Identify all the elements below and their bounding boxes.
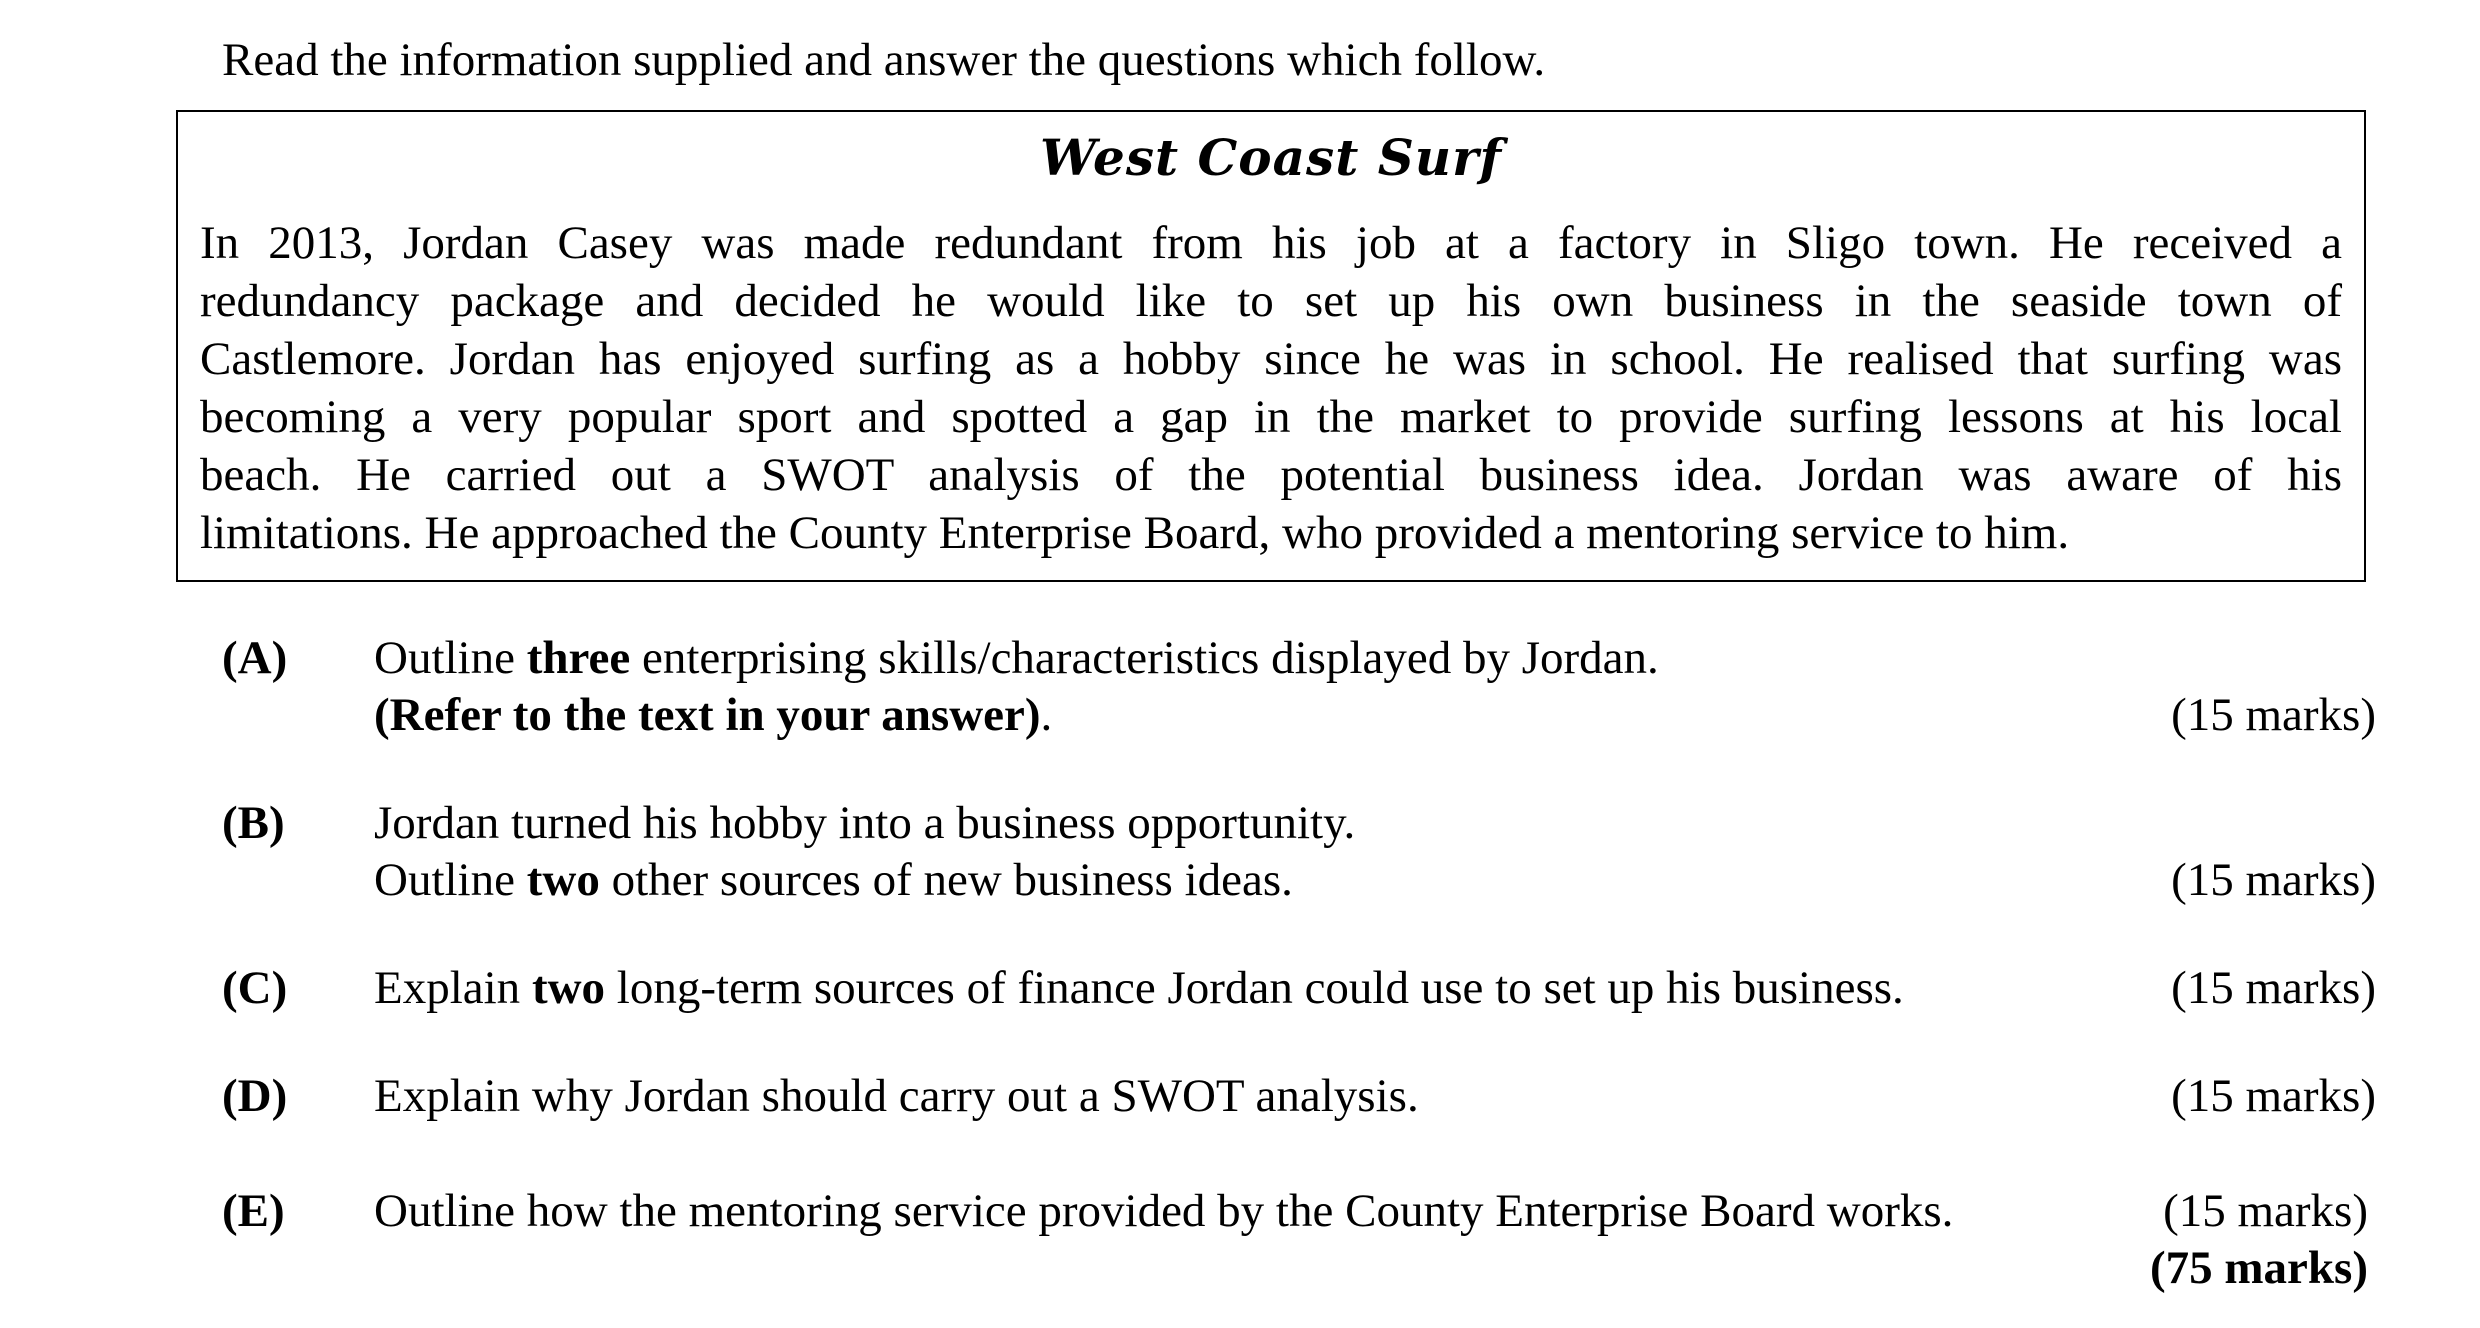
question-a-emphasis: three — [526, 632, 631, 684]
case-study-line: becoming a very popular sport and spotted a gap in the market to provide surfing lessons at his local — [200, 391, 2342, 443]
question-a-line-1 — [374, 630, 1659, 687]
question-c-text: Explain — [374, 962, 532, 1014]
question-b-emphasis: two — [526, 854, 600, 906]
question-e-marks: (15 marks) — [2163, 1185, 2368, 1237]
case-study-line: redundancy package and decided he would like to set up his own business in the seaside town of — [200, 275, 2342, 327]
question-b-line-1: Jordan turned his hobby into a business opportunity. — [374, 797, 1356, 849]
question-a-marks: (15 marks) — [2171, 689, 2376, 741]
instruction-text: Read the information supplied and answer the questions which follow. — [222, 34, 1546, 86]
question-c-emphasis: two — [531, 962, 606, 1014]
question-b-line-2 — [374, 852, 1293, 909]
question-c-marks: (15 marks) — [2171, 962, 2376, 1014]
question-b-letter: (B) — [222, 797, 285, 849]
question-a-text: . — [1040, 689, 1053, 741]
question-a-instruction: (Refer to the text in your answer) — [374, 689, 1041, 741]
case-study-text — [200, 214, 2342, 562]
question-c-text: long-term sources of finance Jordan could use to set up his business. — [605, 962, 1904, 1014]
question-b-text: other sources of new business ideas. — [599, 854, 1293, 906]
question-d-line-1: Explain why Jordan should carry out a SWOT analysis. — [374, 1070, 1419, 1122]
question-a-letter: (A) — [222, 632, 288, 684]
question-b-text: Outline — [374, 854, 527, 906]
case-study-line: In 2013, Jordan Casey was made redundant from his job at a factory in Sligo town. He received a — [200, 217, 2342, 269]
case-study-line: Castlemore. Jordan has enjoyed surfing as a hobby since he was in school. He realised that surfing was — [200, 333, 2342, 385]
question-d-marks: (15 marks) — [2171, 1070, 2376, 1122]
case-study-box — [176, 110, 2366, 582]
question-b-marks: (15 marks) — [2171, 854, 2376, 906]
case-study-line: beach. He carried out a SWOT analysis of the potential business idea. Jordan was aware of his — [200, 449, 2342, 501]
question-a-text: Outline — [374, 632, 527, 684]
question-a-line-2 — [374, 687, 1052, 744]
question-e-letter: (E) — [222, 1185, 285, 1237]
question-d-letter: (D) — [222, 1070, 288, 1122]
case-study-line: limitations. He approached the County Enterprise Board, who provided a mentoring service to him. — [200, 507, 2070, 559]
question-c-letter: (C) — [222, 962, 288, 1014]
total-marks: (75 marks) — [2150, 1242, 2368, 1294]
question-a-text: enterprising skills/characteristics displayed by Jordan. — [630, 632, 1659, 684]
case-study-title: West Coast Surf — [1039, 128, 1503, 187]
question-c-line-1 — [374, 960, 1904, 1017]
question-e-line-1: Outline how the mentoring service provided by the County Enterprise Board works. — [374, 1185, 1954, 1237]
